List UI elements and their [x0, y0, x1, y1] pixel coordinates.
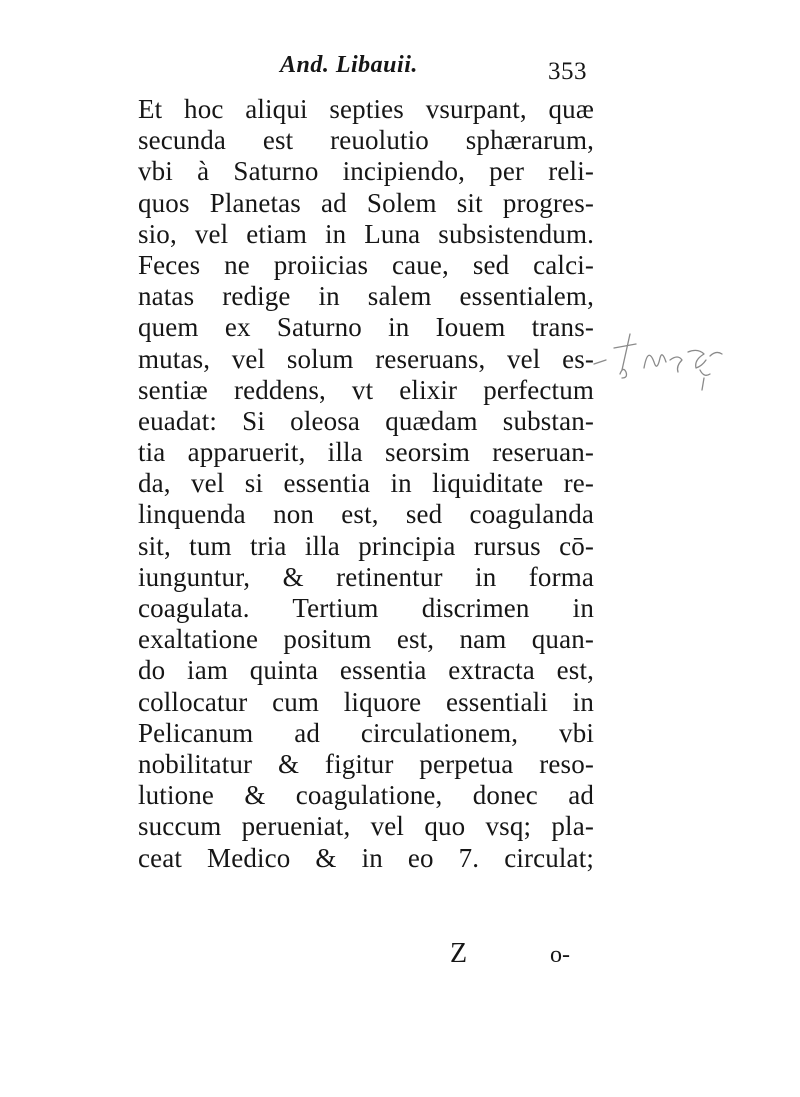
- handwritten-marginal-note: [592, 330, 742, 400]
- handwritten-scribble-icon: [592, 330, 742, 400]
- text-line: coagulata. Tertium discrimen in: [138, 593, 594, 623]
- text-line: natas redige in salem essentialem,: [138, 281, 594, 312]
- page-number: 353: [548, 58, 587, 85]
- text-line: secunda est reuolutio sphærarum,: [138, 125, 594, 156]
- text-line: lutione & coagulatione, donec ad: [138, 780, 594, 811]
- text-line: vbi à Saturno incipiendo, per reli-: [138, 156, 594, 187]
- catchword: o-: [550, 942, 570, 968]
- text-line: tia apparuerit, illa seorsim reseruan-: [138, 437, 594, 468]
- text-line: linquenda non est, sed coagulanda: [138, 499, 594, 530]
- text-line: sio, vel etiam in Luna subsistendum.: [138, 218, 594, 249]
- text-line: da, vel si essentia in liquiditate re-: [138, 468, 594, 499]
- text-line: Pelicanum ad circulationem, vbi: [138, 717, 594, 748]
- running-head: And. Libauii.: [280, 52, 418, 78]
- text-line: sit, tum tria illa principia rursus cō-: [138, 530, 594, 561]
- catchword-row: [138, 938, 594, 978]
- text-line: exaltatione positum est, nam quan-: [138, 624, 594, 655]
- text-line: succum perueniat, vel quo vsq; pla-: [138, 811, 594, 842]
- text-line: Et hoc aliqui septies vsurpant, quæ: [138, 94, 594, 124]
- text-line: mutas, vel solum reseruans, vel es-: [138, 343, 594, 374]
- text-line: euadat: Si oleosa quædam substan-: [138, 405, 594, 436]
- text-line: quem ex Saturno in Iouem trans-: [138, 312, 594, 343]
- text-line: sentiæ reddens, vt elixir perfectum: [138, 374, 594, 405]
- text-line: quos Planetas ad Solem sit progres-: [138, 187, 594, 218]
- body-text: [138, 94, 594, 874]
- text-line: do iam quinta essentia extracta est,: [138, 655, 594, 686]
- text-line: collocatur cum liquore essentiali in: [138, 686, 594, 717]
- text-line: ceat Medico & in eo 7. circulat;: [138, 842, 594, 873]
- text-line: iunguntur, & retinentur in forma: [138, 561, 594, 592]
- text-line: nobilitatur & figitur perpetua reso-: [138, 748, 594, 779]
- text-line: Feces ne proiicias caue, sed calci-: [138, 249, 594, 280]
- signature-mark: Z: [450, 938, 468, 969]
